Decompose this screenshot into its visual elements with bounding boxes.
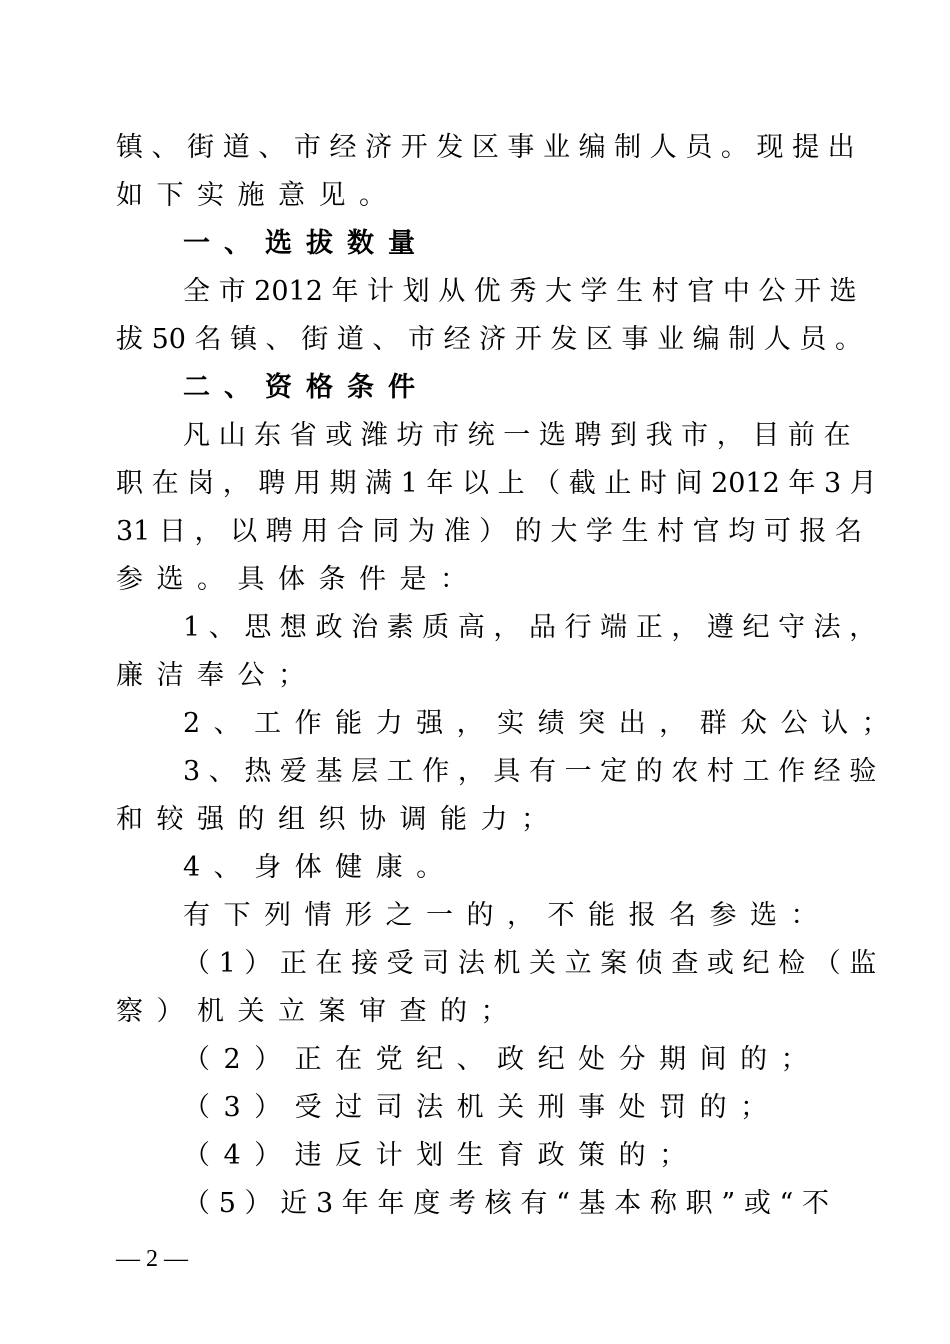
- exclusion-item: （ 1 ） 正 在 接 受 司 法 机 关 立 案 侦 查 或 纪 检 （ 监: [183, 948, 877, 979]
- paragraph-line: 镇 、 街 道 、 市 经 济 开 发 区 事 业 编 制 人 员 。 现 提 出: [116, 132, 855, 163]
- paragraph-line: 31 日 ， 以 聘 用 合 同 为 准 ） 的 大 学 生 村 官 均 可 报 名: [116, 516, 863, 547]
- page-number: — 2 —: [116, 1246, 188, 1272]
- paragraph-line: 凡 山 东 省 或 潍 坊 市 统 一 选 聘 到 我 市 ， 目 前 在: [183, 420, 851, 451]
- condition-item: 3 、 热 爱 基 层 工 作 ， 具 有 一 定 的 农 村 工 作 经 验: [183, 756, 877, 787]
- section-heading-2: 二、资格条件: [183, 372, 429, 403]
- paragraph-line: 参选。具体条件是：: [116, 564, 481, 595]
- paragraph-line: 职 在 岗 ， 聘 用 期 满 1 年 以 上 （ 截 止 时 间 2012 年 3 月: [116, 468, 877, 499]
- exclusion-item: （2）正在党纪、政纪处分期间的；: [183, 1044, 822, 1075]
- paragraph-line: 拔 50 名 镇 、 街 道 、 市 经 济 开 发 区 事 业 编 制 人 员 。: [116, 324, 863, 355]
- exclusion-item: 察）机关立案审查的；: [116, 996, 521, 1027]
- paragraph-line: 如下实施意见。: [116, 180, 400, 211]
- exclusion-item: （4）违反计划生育政策的；: [183, 1140, 700, 1171]
- condition-item: 廉洁奉公；: [116, 660, 319, 691]
- paragraph-line: 全 市 2012 年 计 划 从 优 秀 大 学 生 村 官 中 公 开 选: [183, 276, 857, 307]
- exclusion-item: （3）受过司法机关刑事处罚的；: [183, 1092, 781, 1123]
- section-heading-1: 一、选拔数量: [183, 228, 429, 259]
- condition-item: 和较强的组织协调能力；: [116, 804, 562, 835]
- condition-item: 1 、 思 想 政 治 素 质 高 ， 品 行 端 正 ， 遵 纪 守 法 ，: [183, 612, 877, 643]
- exclusion-item: （ 5 ） 近 3 年 年 度 考 核 有 “ 基 本 称 职 ” 或 “ 不: [183, 1188, 829, 1219]
- condition-item: 4、身体健康。: [183, 852, 457, 883]
- exclusion-intro: 有下列情形之一的，不能报名参选：: [183, 900, 831, 931]
- condition-item: 2、工作能力强，实绩突出，群众公认；: [183, 708, 903, 739]
